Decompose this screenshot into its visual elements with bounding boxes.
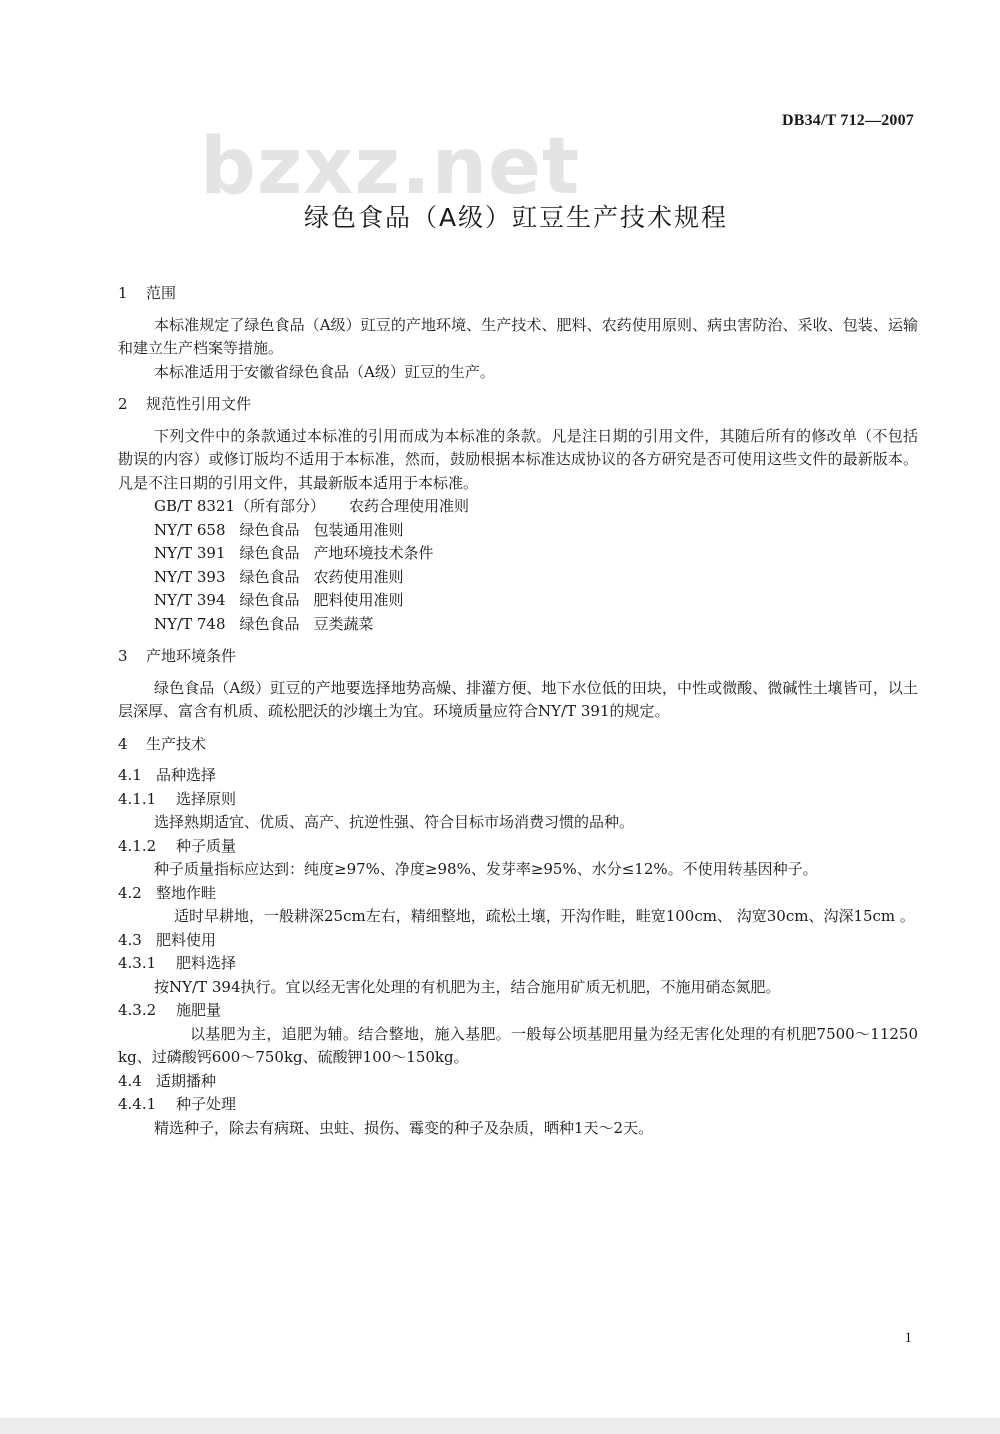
section-heading xyxy=(118,733,918,757)
subsection-heading xyxy=(118,952,918,976)
reference-category: 绿色食品 xyxy=(239,591,300,609)
paragraph: 按NY/T 394执行。宜以经无害化处理的有机肥为主，结合施用矿质无机肥，不施用硝态氮肥。 xyxy=(154,977,781,996)
section-title: 规范性引用文件 xyxy=(146,395,252,413)
subsection-heading xyxy=(118,882,918,906)
reference-name: 农药合理使用准则 xyxy=(349,497,470,515)
reference-item xyxy=(118,589,918,613)
section-heading xyxy=(118,645,918,669)
subsection-number: 4.1.2 xyxy=(118,836,157,855)
subsection-heading xyxy=(118,835,918,859)
subsection-title: 施肥量 xyxy=(176,1001,222,1019)
reference-code: GB/T 8321（所有部分） xyxy=(154,497,326,515)
subsection-heading xyxy=(118,929,918,953)
reference-code: NY/T 391 xyxy=(154,544,226,562)
paragraph: 下列文件中的条款通过本标准的引用而成为本标准的条款。凡是注日期的引用文件，其随后所有的修改单（不包括勘误的内容）或修订版均不适用于本标准，然而，鼓励根据本标准达成协议的各方研究是否可使用这些文件的最新版本。凡是不注日期的引用文件，其最新版本适用于本标准。 xyxy=(118,426,918,492)
section-number: 1 xyxy=(118,284,128,302)
subsection-heading xyxy=(118,764,918,788)
reference-name: 肥料使用准则 xyxy=(313,591,404,609)
paragraph: 本标准规定了绿色食品（A级）豇豆的产地环境、生产技术、肥料、农药使用原则、病虫害防治、采收、包装、运输和建立生产档案等措施。 xyxy=(118,315,918,357)
subsection-title: 品种选择 xyxy=(156,766,217,784)
paragraph: 选择熟期适宜、优质、高产、抗逆性强、符合目标市场消费习惯的品种。 xyxy=(154,813,635,831)
reference-item xyxy=(118,542,918,566)
subsection-title: 种子处理 xyxy=(176,1095,237,1113)
reference-category: 绿色食品 xyxy=(239,567,300,586)
subsection-number: 4.2 xyxy=(118,883,142,902)
subsection-title: 适期播种 xyxy=(156,1071,217,1090)
reference-item xyxy=(118,495,918,519)
reference-item xyxy=(118,613,918,637)
document-title: 绿色食品（A级）豇豆生产技术规程 xyxy=(303,203,729,232)
subsection-number: 4.1 xyxy=(118,766,142,784)
reference-code: NY/T 748 xyxy=(154,614,226,633)
reference-category: 绿色食品 xyxy=(239,614,300,633)
reference-name: 包装通用准则 xyxy=(313,520,404,539)
subsection-number: 4.4 xyxy=(118,1071,142,1090)
reference-item xyxy=(118,519,918,543)
section-title: 生产技术 xyxy=(146,734,207,753)
reference-item xyxy=(118,566,918,590)
subsection-heading xyxy=(118,1093,918,1117)
subsection-title: 肥料选择 xyxy=(176,954,237,972)
section-heading xyxy=(118,393,918,417)
reference-category: 绿色食品 xyxy=(239,544,300,562)
reference-name: 农药使用准则 xyxy=(313,567,404,586)
reference-category: 绿色食品 xyxy=(239,520,300,539)
subsection-number: 4.1.1 xyxy=(118,789,157,808)
subsection-title: 种子质量 xyxy=(176,836,237,855)
reference-name: 豆类蔬菜 xyxy=(313,614,374,633)
paragraph: 种子质量指标应达到：纯度≥97%、净度≥98%、发芽率≥95%、水分≤12%。不使用转基因种子。 xyxy=(154,860,818,878)
subsection-heading xyxy=(118,788,918,812)
subsection-number: 4.3 xyxy=(118,930,142,949)
paragraph: 适时早耕地，一般耕深25cm左右，精细整地，疏松土壤，开沟作畦，畦宽100cm、 沟宽30cm、沟深15cm 。 xyxy=(174,907,915,925)
document-body xyxy=(118,282,918,1140)
section-title: 范围 xyxy=(146,284,177,302)
page-number: 1 xyxy=(904,1330,912,1346)
paragraph: 绿色食品（A级）豇豆的产地要选择地势高燥、排灌方便、地下水位低的田块，中性或微酸、微碱性土壤皆可，以土层深厚、富含有机质、疏松肥沃的沙壤土为宜。环境质量应符合NY/T 391的规定。 xyxy=(118,678,918,720)
section-number: 4 xyxy=(118,734,128,753)
section-heading xyxy=(118,282,918,306)
paragraph: 本标准适用于安徽省绿色食品（A级）豇豆的生产。 xyxy=(154,362,495,381)
section-title: 产地环境条件 xyxy=(146,647,237,665)
subsection-title: 肥料使用 xyxy=(156,930,217,949)
subsection-title: 整地作畦 xyxy=(156,883,217,902)
paragraph: 以基肥为主，追肥为辅。结合整地，施入基肥。一般每公顷基肥用量为经无害化处理的有机肥7500～11250 kg、过磷酸钙600～750kg、硫酸钾100～150kg。 xyxy=(118,1024,918,1066)
subsection-heading xyxy=(118,1070,918,1094)
subsection-number: 4.3.2 xyxy=(118,1001,157,1019)
subsection-title: 选择原则 xyxy=(176,789,237,808)
watermark-logo: bzxz.net xyxy=(200,122,581,212)
subsection-number: 4.4.1 xyxy=(118,1095,157,1113)
viewer-bottom-strip xyxy=(0,1418,1000,1434)
subsection-number: 4.3.1 xyxy=(118,954,157,972)
paragraph: 精选种子，除去有病斑、虫蛀、损伤、霉变的种子及杂质，晒种1天～2天。 xyxy=(154,1118,654,1137)
section-number: 2 xyxy=(118,395,128,413)
reference-code: NY/T 394 xyxy=(154,591,226,609)
reference-name: 产地环境技术条件 xyxy=(313,544,434,562)
reference-code: NY/T 393 xyxy=(154,567,226,586)
reference-code: NY/T 658 xyxy=(154,520,226,539)
standard-code: DB34/T 712—2007 xyxy=(781,112,914,129)
section-number: 3 xyxy=(118,647,128,665)
subsection-heading xyxy=(118,999,918,1023)
